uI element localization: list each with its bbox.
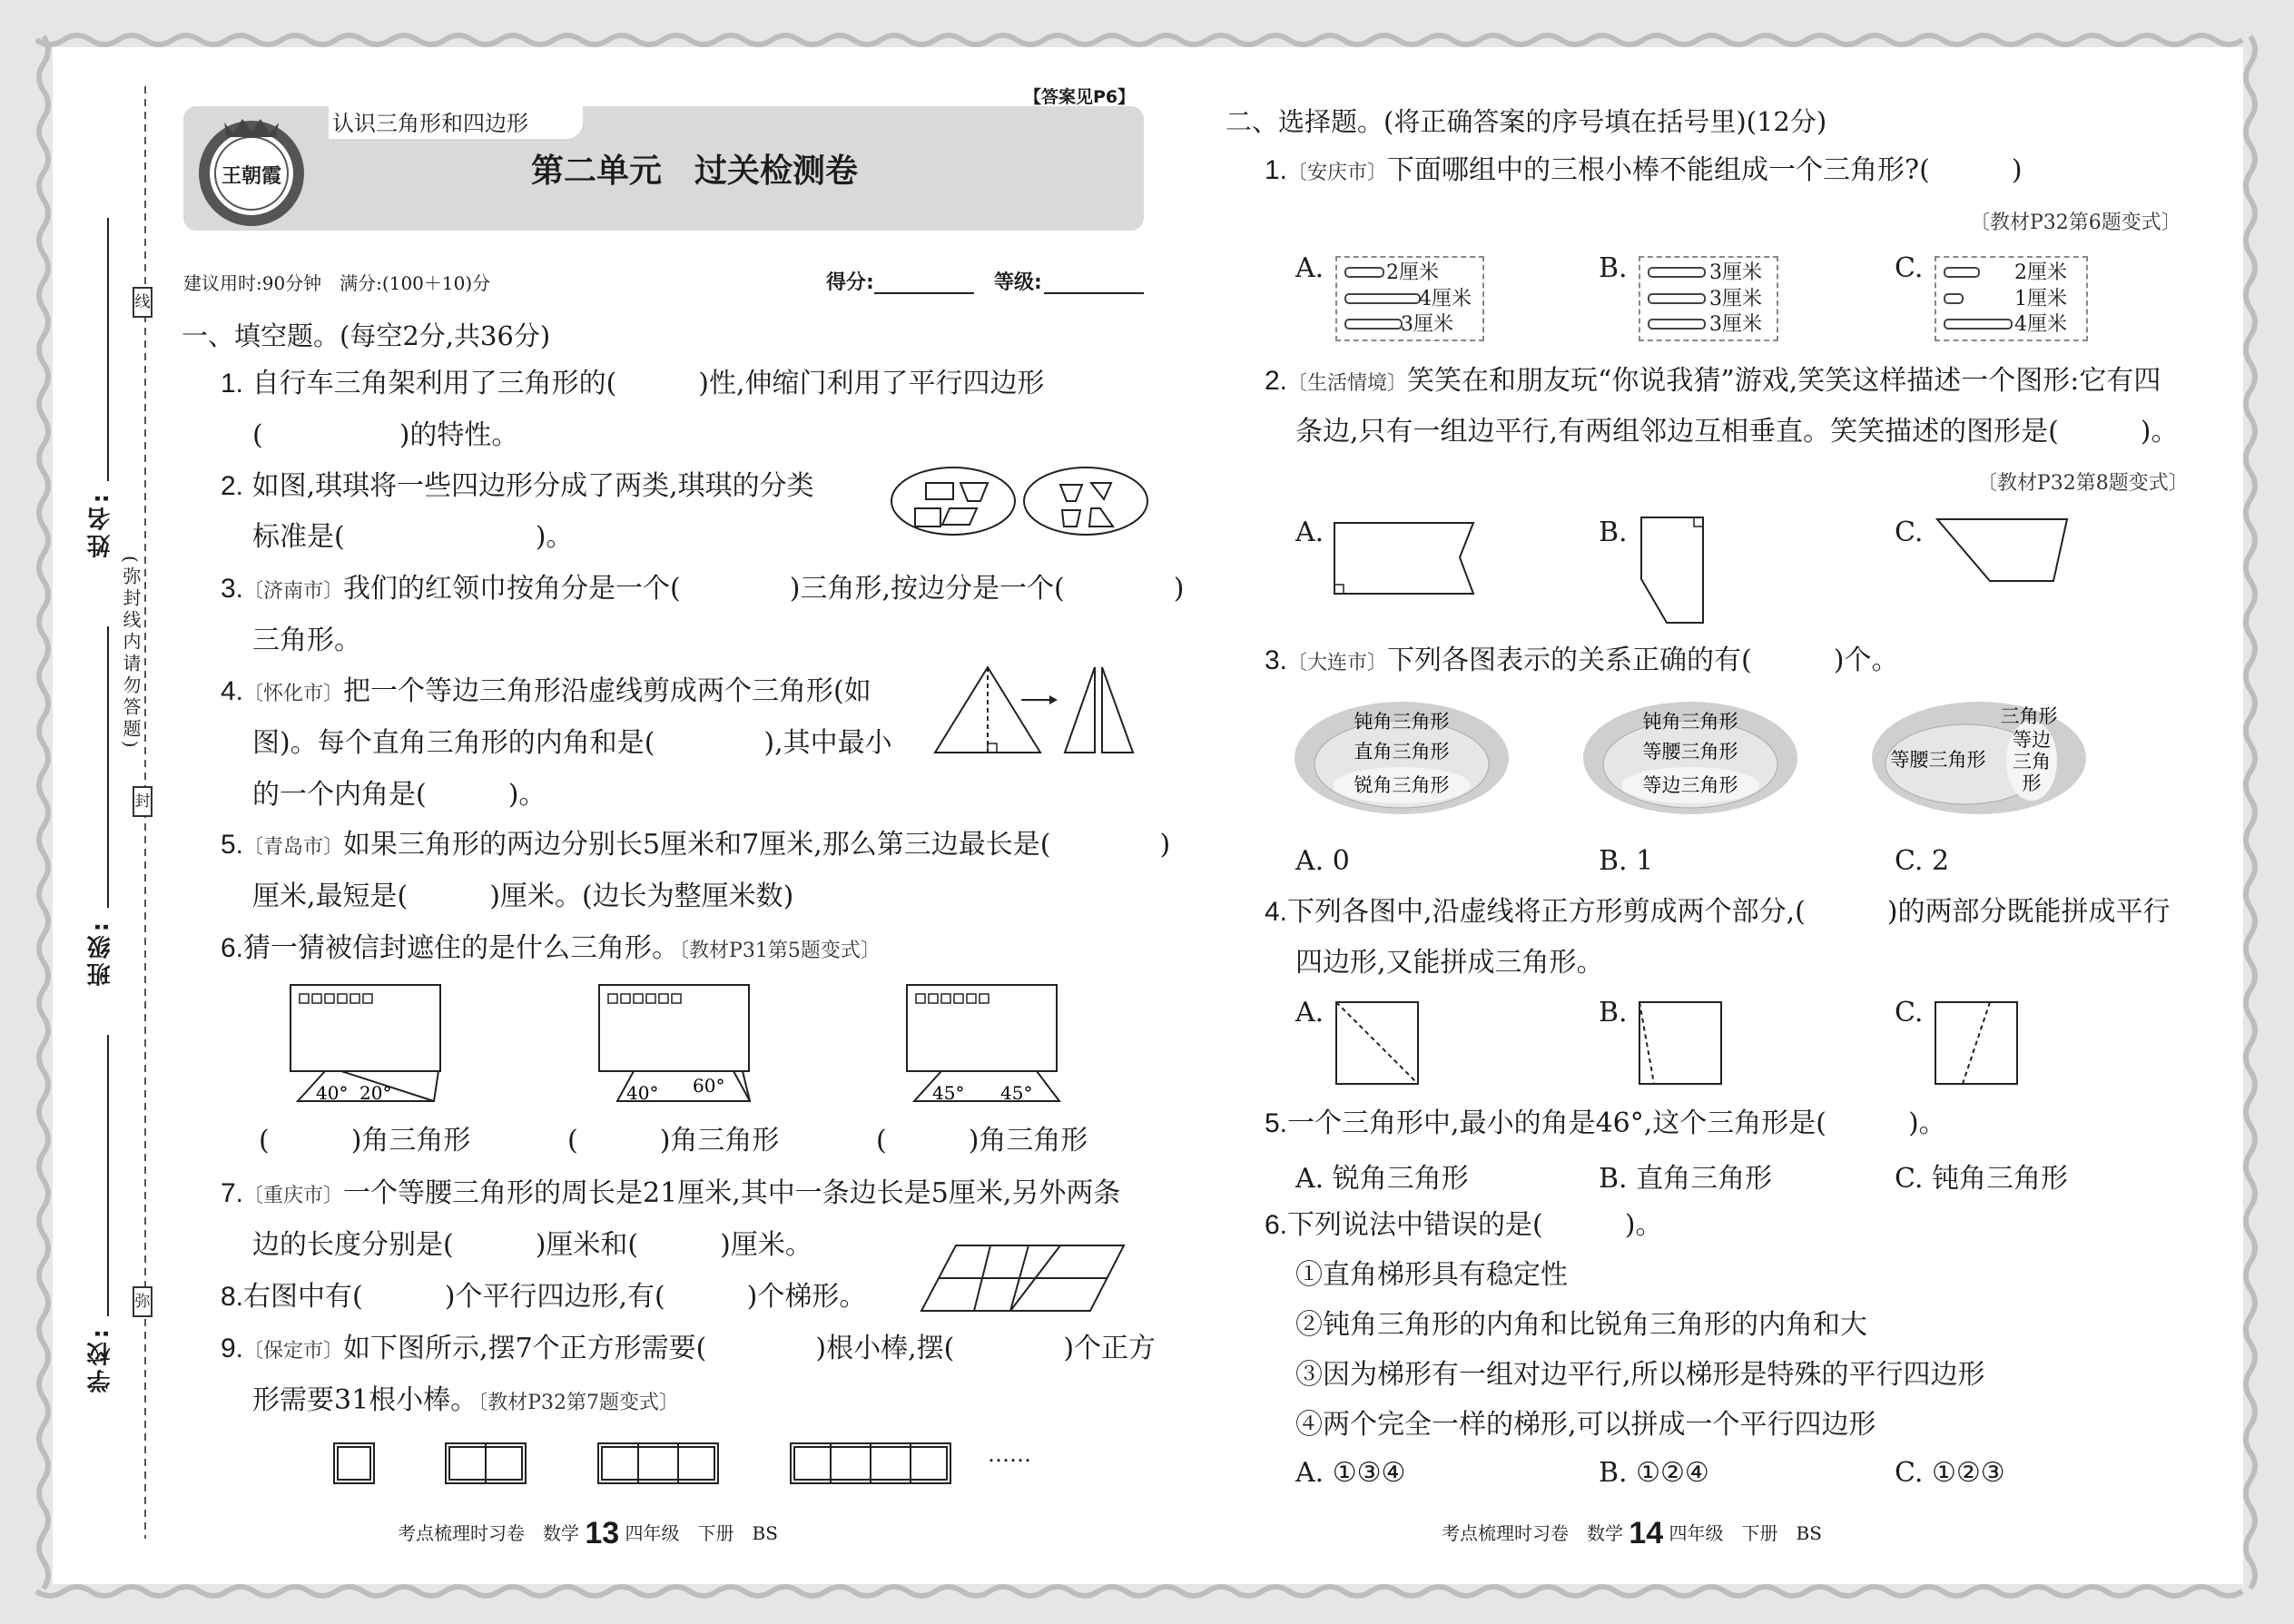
c3-d3-outer: 三角形: [2000, 705, 2058, 727]
q7-line2: 边的长度分别是( )厘米和( )厘米。: [252, 1229, 812, 1261]
choice-question-1: [1265, 153, 2023, 192]
c3-d3-right: 等边三角形: [2013, 729, 2051, 794]
choice-question-3: [1265, 643, 1898, 682]
c6-option-a[interactable]: A. ①③④: [1295, 1457, 1406, 1489]
score-label: 得分:: [826, 271, 874, 294]
c6-number: 6.: [1265, 1210, 1288, 1240]
c5-number: 5.: [1265, 1108, 1288, 1138]
q7-line1: 一个等腰三角形的周长是21厘米,其中一条边长是5厘米,另外两条: [343, 1177, 1121, 1209]
c2-number: 2.: [1265, 366, 1288, 396]
q2-line2: 标准是( )。: [252, 521, 574, 553]
c4-option-a[interactable]: A.: [1295, 997, 1324, 1029]
q6-angle-3a: 45°: [932, 1082, 965, 1104]
q8-parallelogram-figure: [920, 1242, 1128, 1314]
q6-angle-2b: 60°: [693, 1075, 725, 1097]
stick: [1344, 319, 1403, 330]
q9-line2: 形需要31根小棒。: [252, 1384, 478, 1416]
c3-d3-left: 等腰三角形: [1890, 749, 1986, 771]
c1-option-b-label[interactable]: B.: [1599, 252, 1628, 284]
q6-angle-3b: 45°: [1000, 1082, 1033, 1104]
q3-city-tag: 〔济南市〕: [243, 580, 344, 603]
c1-a-stick-1: 2厘米: [1386, 261, 1439, 284]
c4-line1: 下列各图中,沿虚线将正方形剪成两个部分,( )的两部分既能拼成平行: [1287, 896, 2171, 928]
q6-answer-1: ( )角三角形: [259, 1125, 471, 1156]
c1-text: 下面哪组中的三根小棒不能组成一个三角形?( ): [1387, 154, 2023, 186]
c4-square-a-icon: [1334, 1000, 1421, 1087]
c5-text: 一个三角形中,最小的角是46°,这个三角形是( )。: [1287, 1107, 1946, 1139]
c6-statement-3: ③因为梯形有一组对边平行,所以梯形是特殊的平行四边形: [1295, 1359, 1985, 1391]
q6-number: 6.: [221, 933, 244, 963]
q2-quadrilateral-groups-figure: [890, 465, 1153, 537]
c4-square-c-icon: [1934, 1000, 2020, 1087]
c2-shape-c-icon: [1935, 517, 2072, 586]
c3-diagram-1: [1293, 699, 1511, 817]
publisher-logo-icon: [192, 112, 310, 230]
stick: [1344, 267, 1384, 278]
c3-d1-inner: 锐角三角形: [1354, 774, 1450, 796]
c1-a-stick-3: 3厘米: [1401, 313, 1453, 336]
c1-b-stick-1: 3厘米: [1709, 261, 1762, 284]
footer-right-prefix: 考点梳理时习卷 数学: [1442, 1522, 1623, 1544]
q4-line2: 图)。每个直角三角形的内角和是( ),其中最小: [252, 727, 892, 759]
q8-number: 8.: [221, 1282, 244, 1312]
c1-option-a-label[interactable]: A.: [1295, 252, 1324, 284]
c3-d2-inner: 等边三角形: [1642, 774, 1738, 796]
c4-number: 4.: [1265, 897, 1288, 927]
question-7: [221, 1176, 1120, 1215]
q4-number: 4.: [221, 676, 244, 706]
q6-envelope-figure-3: [905, 983, 1078, 1106]
q1-line1: 自行车三角架利用了三角形的( )性,伸缩门利用了平行四边形: [251, 368, 1045, 399]
c2-option-b[interactable]: B.: [1599, 517, 1628, 548]
q3-number: 3.: [221, 574, 244, 604]
q4-line1: 把一个等边三角形沿虚线剪成两个三角形(如: [343, 675, 871, 707]
school-label: 学校:: [87, 1325, 114, 1393]
q5-number: 5.: [221, 830, 244, 860]
c4-option-b[interactable]: B.: [1599, 997, 1628, 1029]
stick: [1648, 267, 1706, 278]
page-title: 第二单元 过关检测卷: [531, 153, 859, 190]
q2-number: 2.: [221, 471, 244, 501]
q9-ellipsis: ……: [988, 1442, 1031, 1467]
c3-option-a[interactable]: A. 0: [1295, 845, 1350, 877]
c6-statement-2: ②钝角三角形的内角和比锐角三角形的内角和大: [1295, 1309, 1867, 1341]
footer-left-suffix: 四年级 下册 BS: [625, 1522, 778, 1544]
question-2: [221, 468, 814, 505]
q4-triangle-cut-figure: [933, 665, 1137, 756]
c3-d1-outer: 钝角三角形: [1354, 711, 1450, 733]
stick: [1648, 293, 1706, 304]
q6-text: 猜一猜被信封遮住的是什么三角形。: [243, 932, 680, 964]
c2-city-tag: 〔生活情境〕: [1287, 372, 1408, 395]
grade-field[interactable]: [1044, 292, 1144, 294]
c5-option-b[interactable]: B. 直角三角形: [1599, 1163, 1773, 1195]
q6-answer-2: ( )角三角形: [567, 1125, 780, 1156]
q3-line2: 三角形。: [252, 625, 361, 656]
seal-char-line: 线: [133, 287, 153, 318]
c3-text: 下列各图表示的关系正确的有( )个。: [1387, 645, 1899, 676]
stick: [1944, 267, 1980, 278]
c5-option-a[interactable]: A. 锐角三角形: [1295, 1163, 1469, 1195]
page-number-13: 13: [585, 1516, 620, 1550]
stick: [1944, 319, 2013, 330]
q9-line2-wrap: [252, 1383, 679, 1422]
question-6: [221, 930, 881, 969]
c1-c-stick-3: 4厘米: [2014, 313, 2067, 336]
section1-title: 一、填空题。(每空2分,共36分): [182, 320, 551, 351]
stick: [1944, 293, 1964, 304]
school-field-line[interactable]: [107, 1035, 109, 1316]
c3-d2-outer: 钝角三角形: [1642, 711, 1738, 733]
c2-source-tag: 〔教材P32第8题变式〕: [1977, 472, 2189, 495]
question-8: [221, 1279, 866, 1315]
q9-number: 9.: [221, 1334, 244, 1363]
question-5: [221, 827, 1170, 866]
score-field[interactable]: [874, 292, 974, 294]
q6-envelope-figure-2: [597, 983, 770, 1106]
q9-source-tag: 〔教材P32第7题变式〕: [478, 1392, 679, 1414]
c4-line2: 四边形,又能拼成三角形。: [1295, 947, 1604, 979]
footer-left-prefix: 考点梳理时习卷 数学: [398, 1522, 579, 1544]
question-3: [221, 571, 1184, 610]
c1-city-tag: 〔安庆市〕: [1287, 162, 1388, 184]
q5-city-tag: 〔青岛市〕: [243, 836, 344, 859]
choice-question-2: [1265, 363, 2161, 402]
name-field-line[interactable]: [107, 218, 109, 481]
c2-shape-b-icon: [1639, 516, 1708, 625]
c3-diagram-2: [1581, 699, 1799, 817]
page-number-14: 14: [1629, 1516, 1664, 1550]
question-9: [221, 1331, 1156, 1370]
q9-matchstick-squares-figure: [332, 1439, 1086, 1493]
c2-line1: 笑笑在和朋友玩“你说我猜”游戏,笑笑这样描述一个图形:它有四: [1407, 365, 2161, 397]
footer-left: [398, 1516, 778, 1551]
q3-line1: 我们的红领巾按角分是一个( )三角形,按边分是一个( ): [343, 573, 1185, 605]
choice-question-4: [1265, 894, 2171, 930]
question-1: [221, 366, 1045, 402]
logo-text: 王朝霞: [221, 164, 282, 188]
c3-d2-middle: 等腰三角形: [1642, 741, 1738, 763]
c3-d1-middle: 直角三角形: [1354, 741, 1450, 763]
c2-line2: 条边,只有一组边平行,有两组邻边互相垂直。笑笑描述的图形是( )。: [1295, 416, 2179, 448]
grade-label: 等级:: [994, 271, 1042, 294]
q9-line1: 如下图所示,摆7个正方形需要( )根小棒,摆( )个正方: [343, 1333, 1157, 1364]
q4-city-tag: 〔怀化市〕: [243, 683, 344, 705]
footer-right: [1442, 1516, 1822, 1551]
q6-answer-3: ( )角三角形: [876, 1125, 1088, 1156]
name-label: 姓名:: [87, 490, 114, 558]
class-field-line[interactable]: [107, 626, 109, 908]
time-info: 建议用时:90分钟 满分:(100＋10)分: [183, 272, 491, 294]
c1-option-c-label[interactable]: C.: [1895, 252, 1924, 284]
c2-option-a[interactable]: A.: [1295, 517, 1324, 548]
q7-city-tag: 〔重庆市〕: [243, 1185, 344, 1207]
c1-b-stick-3: 3厘米: [1709, 313, 1762, 336]
c1-c-stick-1: 2厘米: [2014, 261, 2067, 284]
q6-source-tag: 〔教材P31第5题变式〕: [679, 940, 881, 962]
c6-option-c[interactable]: C. ①②③: [1895, 1457, 2005, 1489]
c3-number: 3.: [1265, 645, 1288, 675]
unit-subtitle: 认识三角形和四边形: [332, 111, 528, 136]
choice-question-5: [1265, 1106, 1946, 1142]
c3-option-c[interactable]: C. 2: [1895, 845, 1950, 877]
c6-option-b[interactable]: B. ①②④: [1599, 1457, 1709, 1489]
q4-line3: 的一个内角是( )。: [252, 779, 546, 811]
q1-number: 1.: [221, 369, 244, 399]
c1-a-stick-2: 4厘米: [1419, 288, 1472, 310]
c4-square-b-icon: [1638, 1000, 1724, 1087]
c2-shape-a-icon: [1333, 521, 1478, 598]
c5-option-c[interactable]: C. 钝角三角形: [1895, 1163, 2068, 1195]
stick: [1648, 319, 1706, 330]
q9-city-tag: 〔保定市〕: [243, 1340, 344, 1363]
q6-envelope-figure-1: [289, 983, 461, 1106]
q6-angle-1a: 40°: [316, 1082, 349, 1104]
c1-c-stick-2: 1厘米: [2014, 288, 2067, 310]
c6-statement-1: ①直角梯形具有稳定性: [1295, 1259, 1568, 1291]
q8-line1: 右图中有( )个平行四边形,有( )个梯形。: [243, 1281, 867, 1313]
c2-option-c[interactable]: C.: [1895, 517, 1924, 548]
q6-angle-2a: 40°: [626, 1082, 659, 1104]
c6-statement-4: ④两个完全一样的梯形,可以拼成一个平行四边形: [1295, 1409, 1876, 1441]
c6-text: 下列说法中错误的是( )。: [1287, 1209, 1663, 1241]
stick: [1344, 293, 1421, 304]
answer-reference: 【答案见P6】: [1024, 87, 1136, 107]
seal-char-seal: 封: [133, 786, 153, 817]
c1-number: 1.: [1265, 155, 1288, 185]
question-4: [221, 674, 871, 713]
c3-diagram-3: [1870, 699, 2088, 817]
binding-seal-note: (弥封线内请勿答题): [120, 556, 142, 752]
c3-city-tag: 〔大连市〕: [1287, 652, 1388, 674]
seal-char-mi: 弥: [133, 1286, 153, 1317]
q5-line1: 如果三角形的两边分别长5厘米和7厘米,那么第三边最长是( ): [343, 829, 1171, 861]
q1-line2: ( )的特性。: [252, 419, 519, 451]
c3-option-b[interactable]: B. 1: [1599, 845, 1654, 877]
section2-title: 二、选择题。(将正确答案的序号填在括号里)(12分): [1226, 106, 1827, 137]
class-label: 班级:: [87, 919, 114, 987]
c1-source-tag: 〔教材P32第6题变式〕: [1970, 212, 2181, 234]
q7-number: 7.: [221, 1178, 244, 1208]
c1-b-stick-2: 3厘米: [1709, 288, 1762, 310]
q6-angle-1b: 20°: [359, 1082, 392, 1104]
q5-line2: 厘米,最短是( )厘米。(边长为整厘米数): [252, 881, 794, 912]
choice-question-6: [1265, 1207, 1662, 1244]
q2-line1: 如图,琪琪将一些四边形分成了两类,琪琪的分类: [251, 470, 814, 502]
footer-right-suffix: 四年级 下册 BS: [1669, 1522, 1822, 1544]
c4-option-c[interactable]: C.: [1895, 997, 1924, 1029]
